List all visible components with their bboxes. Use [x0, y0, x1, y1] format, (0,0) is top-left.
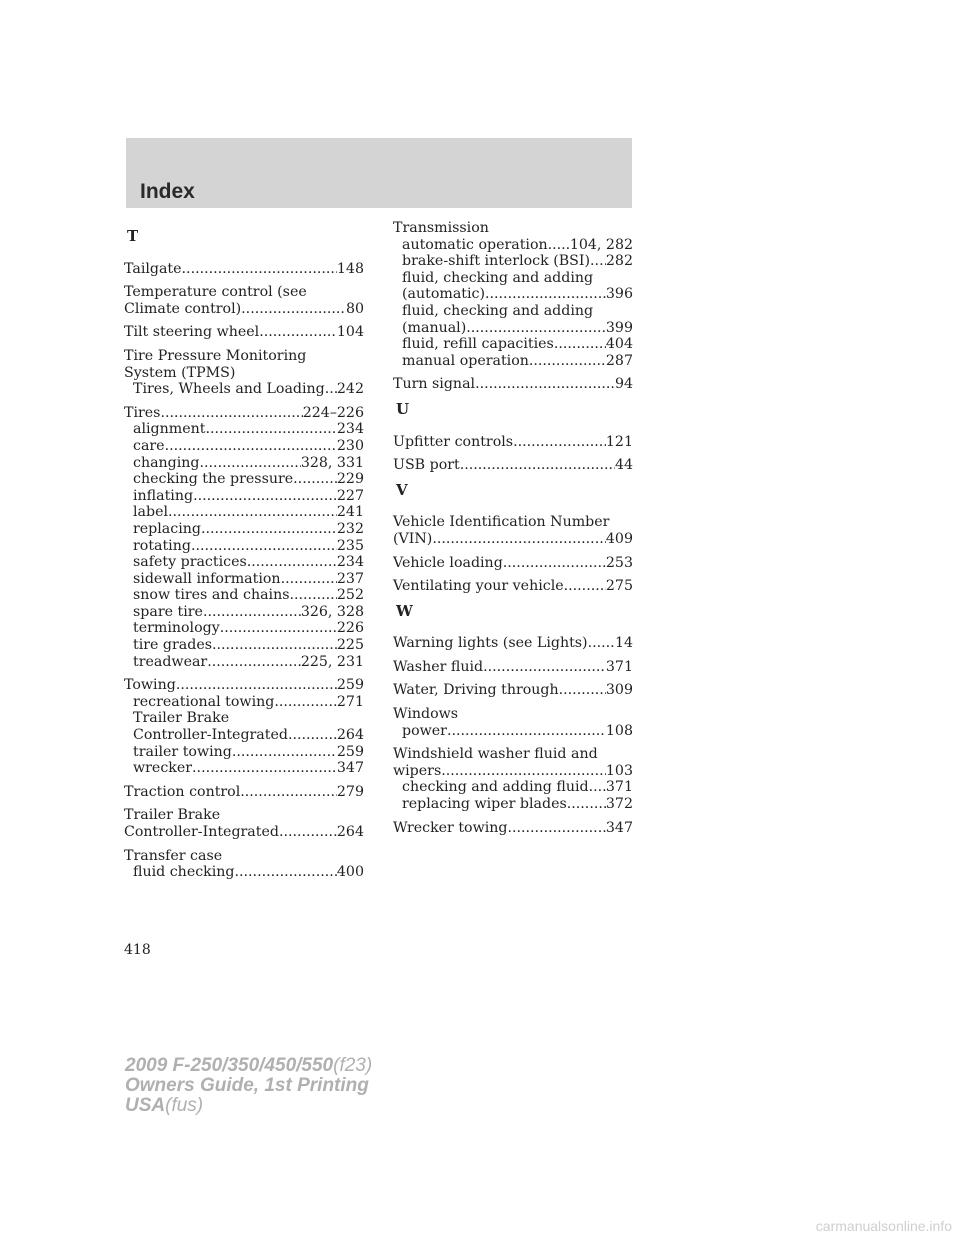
entry-page: 253 — [605, 554, 633, 571]
dot-leader — [205, 421, 336, 438]
index-entry — [393, 706, 633, 739]
entry-page: 226 — [336, 620, 364, 637]
entry-text: Tires, Wheels and Loading — [133, 381, 325, 398]
dot-leader — [559, 682, 606, 699]
footer-printing: Owners Guide, 1st Printing — [125, 1075, 369, 1096]
index-subentry — [124, 744, 364, 761]
dot-leader — [241, 301, 346, 318]
index-subentry — [393, 353, 633, 370]
entry-text: rotating — [133, 537, 191, 554]
entry-page: 225, 231 — [300, 653, 364, 670]
index-subentry — [124, 381, 364, 398]
index-entry — [393, 659, 633, 676]
entry-text: Climate control) — [124, 300, 242, 317]
index-entry — [124, 261, 364, 278]
index-subentry — [393, 723, 633, 740]
entry-text: Traction control — [124, 783, 241, 800]
entry-page: 235 — [336, 537, 364, 554]
entry-text: fluid, checking and adding — [402, 269, 594, 286]
index-line — [393, 635, 633, 652]
dot-leader — [513, 434, 606, 451]
index-subentry — [393, 253, 633, 270]
page-title: Index — [140, 180, 195, 203]
index-entry — [393, 457, 633, 474]
entry-text: Vehicle loading — [393, 554, 503, 571]
entry-page: 400 — [336, 864, 364, 881]
watermark: carmanualsonline.info — [815, 1218, 952, 1234]
index-entry — [124, 807, 364, 840]
entry-text: Vehicle Identification Number — [393, 514, 610, 531]
index-line — [124, 365, 364, 382]
index-line — [393, 434, 633, 451]
index-subentry — [124, 620, 364, 637]
dot-leader — [483, 659, 606, 676]
entry-text: tire grades — [133, 637, 213, 654]
index-entry — [393, 376, 633, 393]
dot-leader — [232, 744, 337, 761]
index-subentry — [124, 488, 364, 505]
dot-leader — [212, 637, 337, 654]
index-entry — [124, 784, 364, 801]
dot-leader — [432, 531, 606, 548]
index-entry — [124, 848, 364, 881]
entry-text: Windshield washer fluid and — [393, 746, 598, 763]
entry-text: label — [133, 504, 169, 521]
dot-leader — [293, 471, 337, 488]
entry-text: sidewall information — [133, 570, 281, 587]
entry-text: manual operation — [402, 352, 529, 369]
index-entry — [393, 220, 633, 369]
index-line — [124, 848, 364, 865]
entry-text: terminology — [133, 620, 220, 637]
index-line — [124, 824, 364, 841]
index-subentry — [124, 471, 364, 488]
entry-text: Controller-Integrated — [133, 727, 288, 744]
index-subentry — [393, 796, 633, 813]
index-entry — [393, 514, 633, 547]
entry-text: checking and adding fluid — [402, 779, 589, 796]
entry-text: (automatic) — [402, 286, 486, 303]
entry-text: fluid checking — [133, 864, 235, 881]
index-subentry — [124, 538, 364, 555]
entry-text: Towing — [124, 677, 176, 694]
index-line — [124, 784, 364, 801]
index-subentry — [124, 504, 364, 521]
entry-text: automatic operation — [402, 236, 548, 253]
index-subentry — [124, 760, 364, 777]
entry-page: 259 — [336, 677, 364, 694]
entry-text: Transfer case — [124, 847, 223, 864]
dot-leader — [554, 336, 606, 353]
entry-page: 279 — [336, 783, 364, 800]
entry-text: replacing wiper blades — [402, 796, 567, 813]
dot-leader — [274, 694, 337, 711]
entry-text: Trailer Brake — [124, 807, 221, 824]
index-entry — [393, 635, 633, 652]
index-subentry — [124, 438, 364, 455]
entry-page: 347 — [336, 760, 364, 777]
entry-page: 148 — [336, 260, 364, 277]
entry-page: 241 — [336, 504, 364, 521]
entry-page: 399 — [605, 319, 633, 336]
dot-leader — [290, 587, 337, 604]
entry-page: 242 — [336, 381, 364, 398]
entry-text: Tire Pressure Monitoring — [124, 347, 307, 364]
entry-text: alignment — [133, 421, 206, 438]
index-subentry — [124, 654, 364, 671]
dot-leader — [193, 488, 337, 505]
entry-text: Windows — [393, 706, 459, 723]
dot-leader — [508, 820, 606, 837]
entry-page: 234 — [336, 554, 364, 571]
entry-page: 14 — [614, 635, 633, 652]
index-entry — [124, 284, 364, 317]
entry-text: Tires — [124, 404, 161, 421]
dot-leader — [325, 381, 337, 398]
dot-leader — [588, 635, 615, 652]
entry-page: 121 — [605, 433, 633, 450]
section-letter: W — [396, 601, 413, 620]
entry-text: recreational towing — [133, 693, 275, 710]
section-letter: U — [396, 399, 410, 418]
entry-page: 225 — [336, 637, 364, 654]
entry-page: 224–226 — [302, 404, 364, 421]
entry-page: 108 — [605, 722, 633, 739]
dot-leader — [235, 864, 337, 881]
index-line — [124, 261, 364, 278]
index-line — [393, 820, 633, 837]
entry-text: fluid, refill capacities — [402, 336, 554, 353]
index-subentry — [124, 421, 364, 438]
index-entry — [124, 348, 364, 398]
entry-page: 104 — [336, 324, 364, 341]
dot-leader — [240, 784, 337, 801]
index-subentry — [124, 554, 364, 571]
index-subentry — [393, 270, 633, 287]
entry-text: Warning lights (see Lights) — [393, 635, 588, 652]
index-line — [393, 763, 633, 780]
index-subentry — [124, 587, 364, 604]
entry-text: safety practices — [133, 554, 247, 571]
dot-leader — [191, 538, 337, 555]
dot-leader — [168, 504, 337, 521]
dot-leader — [466, 320, 606, 337]
index-subentry — [124, 455, 364, 472]
index-entry — [393, 820, 633, 837]
entry-page: 371 — [605, 658, 633, 675]
index-subentry — [124, 727, 364, 744]
dot-leader — [203, 604, 301, 621]
index-line — [393, 514, 633, 531]
index-subentry — [124, 864, 364, 881]
index-subentry — [124, 604, 364, 621]
index-column-left — [124, 220, 364, 888]
entry-text: Tilt steering wheel — [124, 324, 260, 341]
entry-text: Upfitter controls — [393, 433, 514, 450]
index-line — [393, 682, 633, 699]
index-line — [393, 706, 633, 723]
index-subentry — [393, 336, 633, 353]
entry-page: 264 — [336, 727, 364, 744]
dot-leader — [503, 555, 606, 572]
entry-text: spare tire — [133, 603, 203, 620]
index-entry — [393, 578, 633, 595]
index-subentry — [393, 320, 633, 337]
index-line — [124, 405, 364, 422]
dot-leader — [567, 796, 606, 813]
entry-text: Temperature control (see — [124, 284, 307, 301]
index-entry — [393, 682, 633, 699]
index-line — [393, 376, 633, 393]
entry-page: 232 — [336, 520, 364, 537]
index-line — [124, 301, 364, 318]
dot-leader — [165, 438, 337, 455]
entry-text: (VIN) — [393, 530, 433, 547]
entry-page: 80 — [345, 300, 364, 317]
dot-leader — [548, 237, 570, 254]
index-line — [393, 457, 633, 474]
entry-text: wipers — [393, 762, 442, 779]
dot-leader — [176, 677, 337, 694]
entry-page: 94 — [614, 376, 633, 393]
index-subentry — [124, 694, 364, 711]
entry-text: wrecker — [133, 760, 193, 777]
entry-page: 347 — [605, 819, 633, 836]
dot-leader — [259, 324, 337, 341]
entry-text: Turn signal — [393, 376, 476, 393]
index-subentry — [124, 710, 364, 727]
dot-leader — [279, 824, 337, 841]
entry-page: 326, 328 — [300, 603, 364, 620]
entry-text: Transmission — [393, 220, 489, 236]
dot-leader — [485, 286, 606, 303]
entry-text: USB port — [393, 457, 460, 474]
index-entry — [124, 677, 364, 777]
index-entry — [393, 746, 633, 812]
index-subentry — [393, 303, 633, 320]
dot-leader — [201, 521, 337, 538]
entry-page: 252 — [336, 587, 364, 604]
entry-text: trailer towing — [133, 743, 232, 760]
entry-page: 396 — [605, 286, 633, 303]
dot-leader — [182, 261, 337, 278]
index-entry — [124, 324, 364, 341]
dot-leader — [200, 455, 301, 472]
entry-page: 104, 282 — [569, 236, 633, 253]
footer-model: 2009 F-250/350/450/550 — [125, 1055, 334, 1076]
footer-market-code: (fus) — [165, 1095, 204, 1116]
entry-text: treadwear — [133, 653, 208, 670]
footer-code: (f23) — [333, 1055, 373, 1076]
entry-page: 234 — [336, 421, 364, 438]
entry-text: Controller-Integrated — [124, 824, 279, 840]
index-subentry — [393, 286, 633, 303]
entry-page: 328, 331 — [300, 454, 364, 471]
dot-leader — [460, 457, 615, 474]
index-subentry — [124, 637, 364, 654]
index-column-right — [393, 220, 633, 843]
entry-text: Washer fluid — [393, 658, 484, 675]
dot-leader — [590, 253, 606, 270]
entry-page: 227 — [336, 487, 364, 504]
entry-page: 404 — [605, 336, 633, 353]
dot-leader — [564, 578, 606, 595]
entry-text: changing — [133, 454, 200, 471]
index-line — [393, 659, 633, 676]
section-letter: V — [396, 480, 408, 499]
entry-text: replacing — [133, 520, 201, 537]
index-line — [124, 348, 364, 365]
entry-text: System (TPMS) — [124, 364, 236, 381]
entry-page: 271 — [336, 693, 364, 710]
dot-leader — [220, 620, 337, 637]
index-subentry — [124, 521, 364, 538]
index-subentry — [393, 779, 633, 796]
dot-leader — [207, 654, 301, 671]
dot-leader — [192, 760, 337, 777]
index-line — [393, 746, 633, 763]
entry-page: 282 — [605, 253, 633, 270]
dot-leader — [281, 571, 337, 588]
entry-text: power — [402, 722, 447, 739]
entry-text: (manual) — [402, 319, 467, 336]
dot-leader — [475, 376, 615, 393]
entry-text: Trailer Brake — [133, 710, 230, 727]
dot-leader — [160, 405, 302, 422]
entry-text: checking the pressure — [133, 471, 294, 488]
index-entry — [393, 555, 633, 572]
entry-page: 103 — [605, 762, 633, 779]
index-line — [393, 531, 633, 548]
page-number: 418 — [124, 942, 151, 958]
footer-market: USA — [125, 1095, 166, 1116]
entry-page: 372 — [605, 796, 633, 813]
index-subentry — [124, 571, 364, 588]
entry-page: 309 — [605, 682, 633, 699]
entry-text: brake-shift interlock (BSI) — [402, 253, 591, 270]
index-line — [124, 807, 364, 824]
entry-text: Tailgate — [124, 260, 182, 277]
entry-page: 264 — [336, 824, 364, 840]
dot-leader — [441, 763, 606, 780]
entry-page: 371 — [605, 779, 633, 796]
index-line — [393, 220, 633, 237]
entry-text: snow tires and chains — [133, 587, 290, 604]
index-entry — [393, 434, 633, 451]
dot-leader — [589, 779, 606, 796]
entry-page: 230 — [336, 437, 364, 454]
entry-page: 409 — [605, 530, 633, 547]
entry-page: 229 — [336, 471, 364, 488]
index-entry — [124, 405, 364, 671]
header-band — [126, 138, 632, 208]
index-line — [124, 284, 364, 301]
index-line — [393, 555, 633, 572]
dot-leader — [288, 727, 337, 744]
index-subentry — [393, 237, 633, 254]
entry-page: 275 — [605, 578, 633, 595]
entry-text: inflating — [133, 487, 194, 504]
entry-page: 259 — [336, 743, 364, 760]
section-letter: T — [127, 227, 139, 245]
entry-page: 237 — [336, 570, 364, 587]
dot-leader — [529, 353, 606, 370]
entry-text: Water, Driving through — [393, 682, 559, 699]
footer — [125, 1056, 372, 1116]
entry-text: care — [133, 437, 165, 454]
index-line — [124, 677, 364, 694]
entry-text: Ventilating your vehicle — [393, 578, 564, 595]
index-line — [124, 324, 364, 341]
dot-leader — [247, 554, 337, 571]
dot-leader — [447, 723, 606, 740]
entry-page: 287 — [605, 352, 633, 369]
entry-page: 44 — [614, 457, 633, 474]
entry-text: Wrecker towing — [393, 819, 508, 836]
entry-text: fluid, checking and adding — [402, 302, 594, 319]
index-line — [393, 578, 633, 595]
